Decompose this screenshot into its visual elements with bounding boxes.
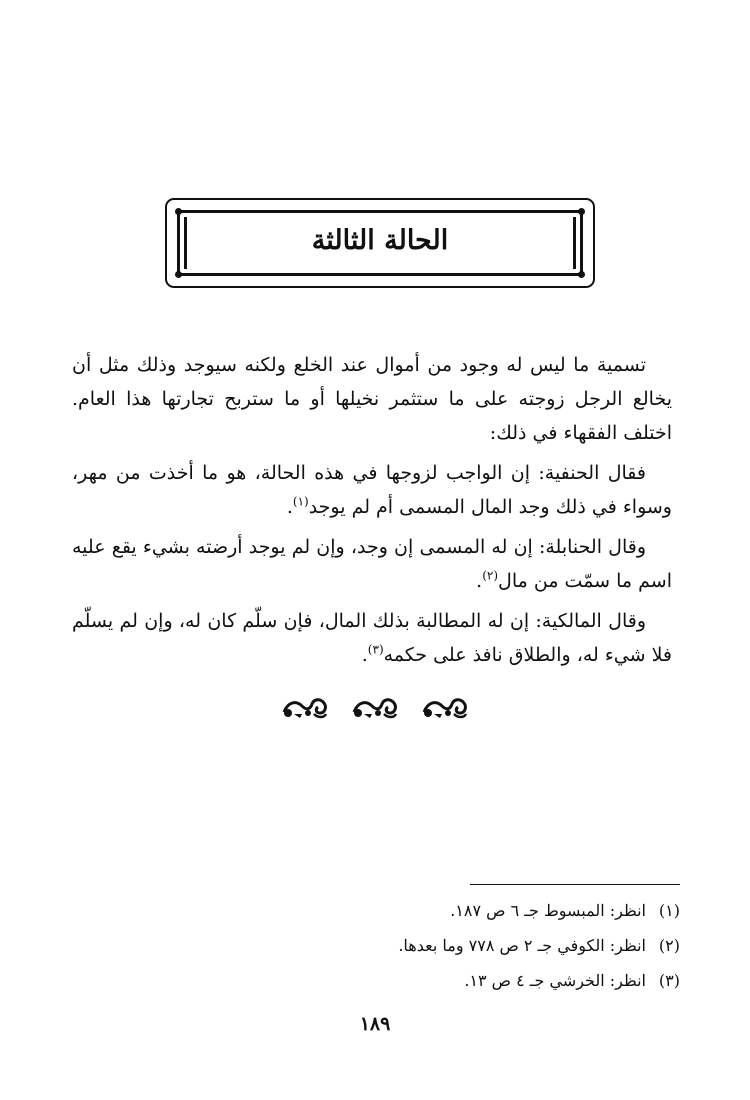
paragraph-text: وقال المالكية: إن له المطالبة بذلك المال، فإن سلّم كان له، وإن لم يسلّم فلا شيء له، والطلاق نافذ على حكمه xyxy=(72,610,672,666)
footnote-divider xyxy=(470,884,680,885)
footnote-number: (٢) xyxy=(658,936,680,955)
footnote-ref[interactable]: (٢) xyxy=(482,568,499,583)
paragraph-hanafi: فقال الحنفية: إن الواجب لزوجها في هذه الحالة، هو ما أخذت من مهر، وسواء في ذلك وجد المال المسمى أم لم يوجد$^{(١)}$. xyxy=(72,462,672,518)
footnote-item xyxy=(120,963,680,998)
footnote-text: انظر: المبسوط جـ ٦ ص ١٨٧. xyxy=(450,901,646,920)
paragraph-text: تسمية ما ليس له وجود من أموال عند الخلع ولكنه سيوجد وذلك مثل أن يخالع الرجل زوجته على ما ستثمر نخيلها أو ما ستربح تجارتها هذا العام. اختلف الفقهاء في ذلك: xyxy=(72,354,672,444)
floral-ornament-icon xyxy=(350,694,400,720)
footnote-ref[interactable]: (٣) xyxy=(367,642,384,657)
corner-dot-icon xyxy=(578,208,585,215)
paragraph-text: فقال الحنفية: إن الواجب لزوجها في هذه الحالة، هو ما أخذت من مهر، وسواء في ذلك وجد المال المسمى أم لم يوجد xyxy=(72,462,672,518)
title-frame-inner xyxy=(177,210,583,276)
corner-dot-icon xyxy=(175,271,182,278)
footnote-text: انظر: الخرشي جـ ٤ ص ١٣. xyxy=(464,971,646,990)
corner-dot-icon xyxy=(175,208,182,215)
paragraph-hanbali: وقال الحنابلة: إن له المسمى إن وجد، وإن لم يوجد أرضته بشيء يقع عليه اسم ما سمّت من مال$^{(٢)}$. xyxy=(72,536,672,592)
section-ornament xyxy=(0,694,750,720)
footnotes xyxy=(120,893,680,998)
footnote-ref[interactable]: (١) xyxy=(292,494,309,509)
title-frame xyxy=(165,198,595,288)
footnote-item xyxy=(120,928,680,963)
floral-ornament-icon xyxy=(280,694,330,720)
floral-ornament-icon xyxy=(420,694,470,720)
paragraph-intro xyxy=(72,348,672,450)
paragraph-maliki: وقال المالكية: إن له المطالبة بذلك المال، فإن سلّم كان له، وإن لم يسلّم فلا شيء له، والطلاق نافذ على حكمه$^{(٣)}$. xyxy=(72,610,672,666)
footnote-item xyxy=(120,893,680,928)
footnote-text: انظر: الكوفي جـ ٢ ص ٧٧٨ وما بعدها. xyxy=(398,936,646,955)
footnote-number: (٣) xyxy=(658,971,680,990)
body-text xyxy=(72,348,672,678)
footnote-number: (١) xyxy=(658,901,680,920)
paragraph-text: وقال الحنابلة: إن له المسمى إن وجد، وإن لم يوجد أرضته بشيء يقع عليه اسم ما سمّت من مال xyxy=(72,536,672,592)
corner-dot-icon xyxy=(578,271,585,278)
page-number: ١٨٩ xyxy=(359,1013,391,1035)
section-title: الحالة الثالثة xyxy=(311,225,449,256)
